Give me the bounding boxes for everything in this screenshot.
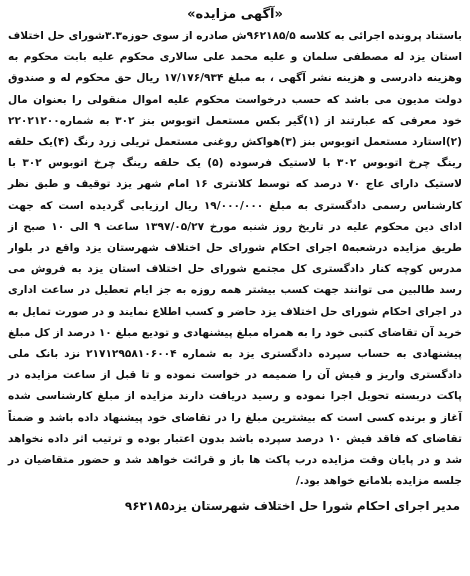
notice-body: باستناد پرونده اجرائی به کلاسه ۹۶۲۱۸۵/۵ش صادره از سوی حوزه۳.۳شورای حل اختلاف استان یزد له مصطفی سلمان و علیه محمد علی سالاری محکوم علیه بابت محکوم به وهزینه دادرسی و هزینه نشر آگهی ، به مبلغ ۱۷/۱۷۶/۹۳۴ ریال حق محکوم له و صندوق دولت مدیون می باشد که حسب درخواست محکوم علیه اموال منقولی را بعنوان مال خود معرفی که عبارتند از (۱)گیر بکس مستعمل اتوبوس بنز ۳۰۲ به شماره۲۲۰۲۱۲۰۰ (۲)استارد مستعمل اتوبوس بنز (۳)هواکش روغنی مستعمل تریلی زرد رنگ (۴)یک حلقه رینگ چرخ اتوبوس ۳۰۲ با لاستیک فرسوده (۵) یک حلقه رینگ چرخ اتوبوس ۳۰۲ با لاستیک دارای عاج ۷۰ درصد که توسط کلانتری ۱۶ امام شهر یزد توقیف و طبق نظر کارشناس رسمی دادگستری به مبلغ ۱۹/۰۰۰/۰۰۰ ریال ارزیابی گردیده است که جهت ادای دین محکوم علیه در تاریخ روز شنبه مورخ ۱۳۹۷/۰۵/۲۷ ساعت ۹ الی ۱۰ صبح از طریق مزایده درشعبه۵ اجرای احکام شورای حل اختلاف شهرستان یزد واقع در بلوار مدرس کوچه کنار دادگستری کل مجتمع شورای حل اختلاف استان یزد به فروش می رسد طالبین می توانند جهت کسب بیشتر همه روزه به جز ایام تعطیل در ساعت اداری در اجرای احکام شورای حل اختلاف یزد حاضر و کسب اطلاع نمایند و در صورت تمایل به خرید آن تقاضای کتبی خود را به همراه مبلغ پیشنهادی و تودیع مبلغ ۱۰ درصد از کل مبلغ پیشنهادی به حساب سپرده دادگستری یزد به شماره ۲۱۷۱۲۹۵۸۱۰۶۰۰۴ نزد بانک ملی دادگستری واریز و فیش آن را ضمیمه در خواست نموده و تا قبل از ساعت مزایده در پاکت دربسته تحویل اجرا نموده و رسید دریافت دارند مزایده از مبلغ کارشناسی شده آغاز و برنده کسی است که بیشترین مبلغ را در تقاضای خود پیشنهاد داده باشد و ضمناً تقاضای که فاقد فیش ۱۰ درصد سپرده باشد بدون اعتبار بوده و ترتیب اثر داده نخواهد شد و در پایان وقت مزایده درب پاکت ها باز و قرائت خواهد شد و حضور متقاضیان در جلسه مزایده بلامانع خواهد بود./ (8, 30, 463, 488)
notice-signature: مدیر اجرای احکام شورا حل اختلاف شهرستان یزد۹۶۲۱۸۵ (124, 499, 460, 514)
notice-title: «آگهی مزایده» (187, 7, 283, 22)
